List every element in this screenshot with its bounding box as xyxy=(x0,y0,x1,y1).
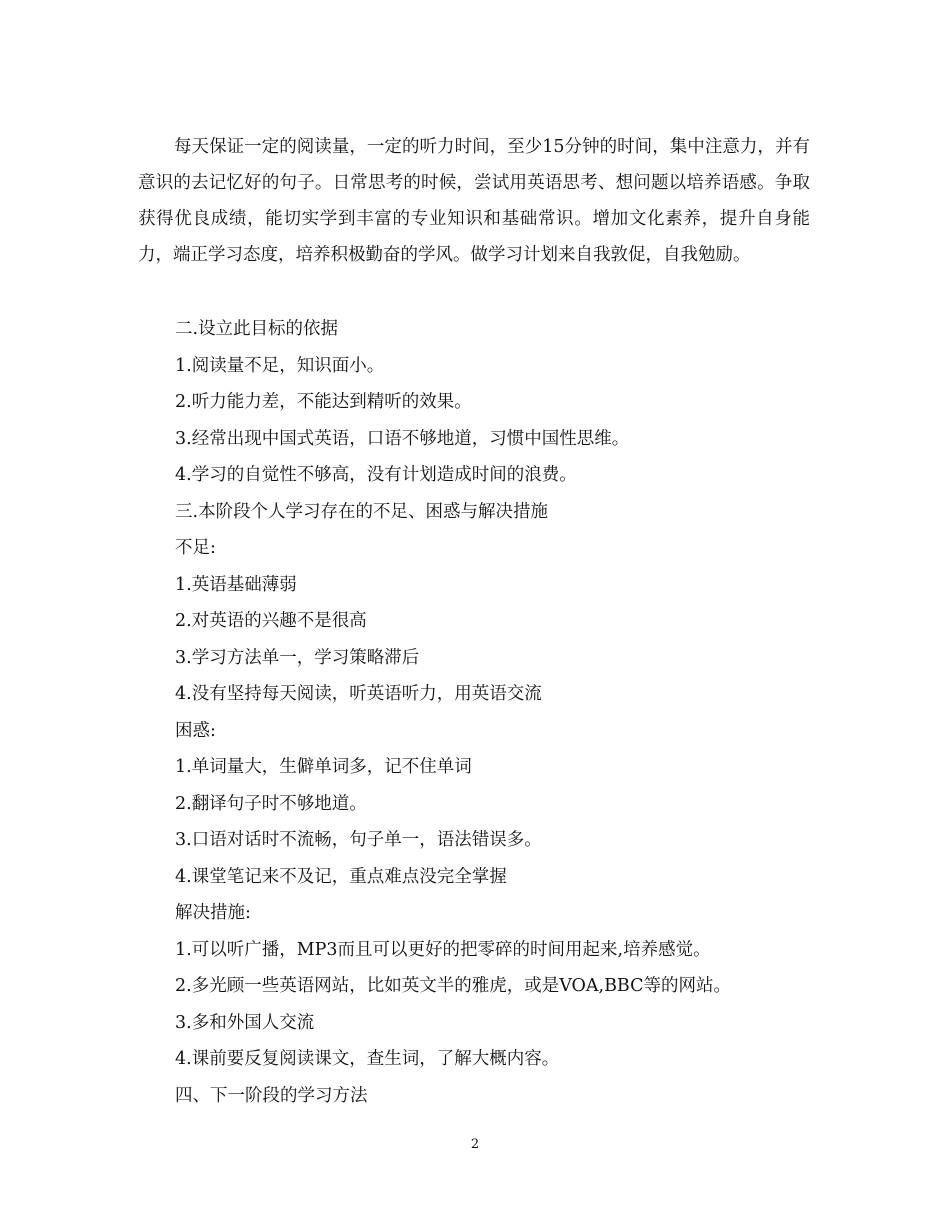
list-item: 3.经常出现中国式英语，口语不够地道，习惯中国性思维。 xyxy=(175,428,630,449)
section-heading-next-methods: 四、下一阶段的学习方法 xyxy=(175,1085,368,1106)
list-item: 2.对英语的兴趣不是很高 xyxy=(175,611,367,631)
subheading-shortcomings: 不足: xyxy=(175,538,216,558)
list-item: 1.单词量大，生僻单词多，记不住单词 xyxy=(175,757,472,777)
list-item: 4.学习的自觉性不够高，没有计划造成时间的浪费。 xyxy=(175,465,577,485)
list-item: 2.听力能力差，不能达到精听的效果。 xyxy=(175,392,472,412)
subheading-solutions: 解决措施: xyxy=(175,903,251,923)
list-item: 3.口语对话时不流畅，句子单一，语法错误多。 xyxy=(175,830,542,850)
section-heading-problems: 三.本阶段个人学习存在的不足、困惑与解决措施 xyxy=(175,501,549,522)
list-item: 3.多和外国人交流 xyxy=(175,1012,315,1033)
list-item: 4.课堂笔记来不及记，重点难点没完全掌握 xyxy=(175,866,507,887)
content-lines xyxy=(175,311,731,1114)
list-item: 4.没有坚持每天阅读，听英语听力，用英语交流 xyxy=(175,684,542,704)
list-item: 1.可以听广播，MP3而且可以更好的把零碎的时间用起来,培养感觉。 xyxy=(175,939,711,960)
page-number: 2 xyxy=(470,1137,480,1152)
intro-paragraph: 每天保证一定的阅读量，一定的听力时间，至少15分钟的时间，集中注意力，并有意识的去记忆好的句子。日常思考的时候，尝试用英语思考、想问题以培养语感。争取获得优良成绩，能切实学到丰富的专业知识和基础常识。增加文化素养，提升自身能力，端正学习态度，培养积极勤奋的学风。做学习计划来自我敦促，自我勉励。 xyxy=(138,137,810,265)
list-item: 4.课前要反复阅读课文，查生词，了解大概内容。 xyxy=(175,1049,560,1069)
list-item: 2.翻译句子时不够地道。 xyxy=(175,793,367,814)
list-item: 1.英语基础薄弱 xyxy=(175,574,297,595)
section-heading-basis: 二.设立此目标的依据 xyxy=(175,319,339,339)
list-item: 2.多光顾一些英语网站，比如英文半的雅虎，或是VOA,BBC等的网站。 xyxy=(175,976,732,996)
list-item: 1.阅读量不足，知识面小。 xyxy=(175,355,385,376)
subheading-confusions: 困惑: xyxy=(175,720,216,741)
list-item: 3.学习方法单一，学习策略滞后 xyxy=(175,647,420,668)
